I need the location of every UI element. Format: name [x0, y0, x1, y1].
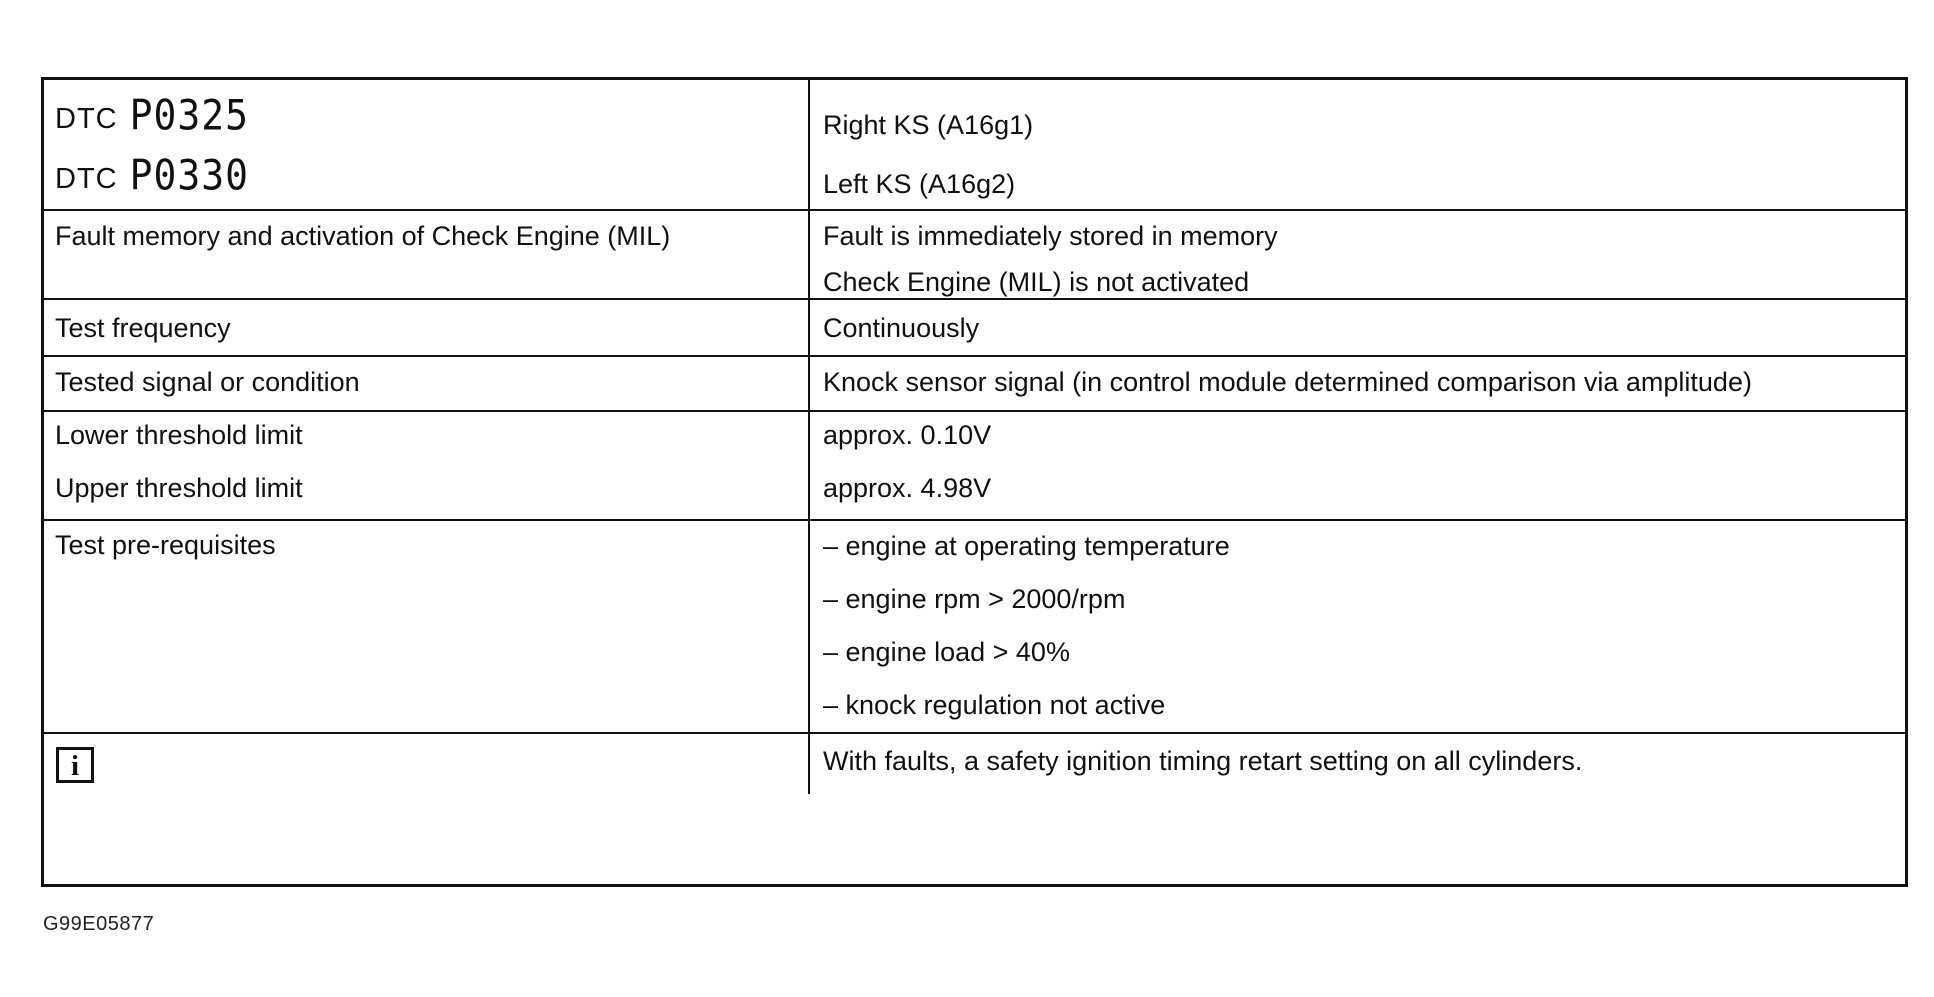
row-value-cell [810, 300, 1905, 355]
dtc-codes-cell [44, 80, 810, 209]
row-label: Test pre-requisites [55, 530, 276, 560]
info-icon: i [56, 747, 94, 783]
info-icon-cell [44, 734, 810, 794]
dtc-code: P0330 [129, 150, 249, 200]
row-value: Check Engine (MIL) is not activated [823, 267, 1250, 297]
dtc-description: Left KS (A16g2) [823, 169, 1016, 199]
dtc-code: P0325 [129, 90, 249, 140]
dtc-label: DTC [55, 163, 118, 195]
row-label-cell [44, 357, 810, 410]
row-label-cell [44, 211, 810, 298]
upper-threshold-value: approx. 4.98V [823, 473, 992, 503]
prerequisite-item: – engine rpm > 2000/rpm [823, 584, 1126, 614]
prerequisite-item: – engine load > 40% [823, 637, 1070, 667]
dtc-entry-1 [55, 90, 249, 140]
fault-memory-row [44, 211, 1905, 300]
threshold-row [44, 412, 1905, 521]
prerequisites-row [44, 521, 1905, 734]
row-value-cell [810, 521, 1905, 732]
info-text: With faults, a safety ignition timing retart setting on all cylinders. [823, 746, 1583, 776]
row-label-cell [44, 300, 810, 355]
lower-threshold-label: Lower threshold limit [55, 420, 303, 450]
test-frequency-row [44, 300, 1905, 357]
upper-threshold-label: Upper threshold limit [55, 473, 303, 503]
row-label: Tested signal or condition [55, 367, 360, 397]
row-value: Knock sensor signal (in control module determined comparison via amplitude) [823, 367, 1752, 397]
dtc-description: Right KS (A16g1) [823, 110, 1034, 140]
dtc-specification-table [41, 77, 1908, 887]
dtc-label: DTC [55, 103, 118, 135]
row-value-cell [810, 412, 1905, 519]
dtc-descriptions-cell [810, 80, 1905, 209]
dtc-entry-2 [55, 150, 249, 200]
row-value: Continuously [823, 313, 980, 343]
info-text-cell [810, 734, 1905, 794]
lower-threshold-value: approx. 0.10V [823, 420, 992, 450]
prerequisite-item: – knock regulation not active [823, 690, 1166, 720]
row-value-cell [810, 211, 1905, 298]
info-row [44, 734, 1905, 884]
row-value-cell [810, 357, 1905, 410]
dtc-row [44, 80, 1905, 211]
row-label: Fault memory and activation of Check Engine (MIL) [55, 221, 671, 251]
row-label-cell [44, 412, 810, 519]
prerequisite-item: – engine at operating temperature [823, 531, 1230, 561]
tested-signal-row [44, 357, 1905, 412]
row-label-cell [44, 521, 810, 732]
row-value: Fault is immediately stored in memory [823, 221, 1278, 251]
row-label: Test frequency [55, 313, 231, 343]
figure-id: G99E05877 [43, 913, 155, 935]
